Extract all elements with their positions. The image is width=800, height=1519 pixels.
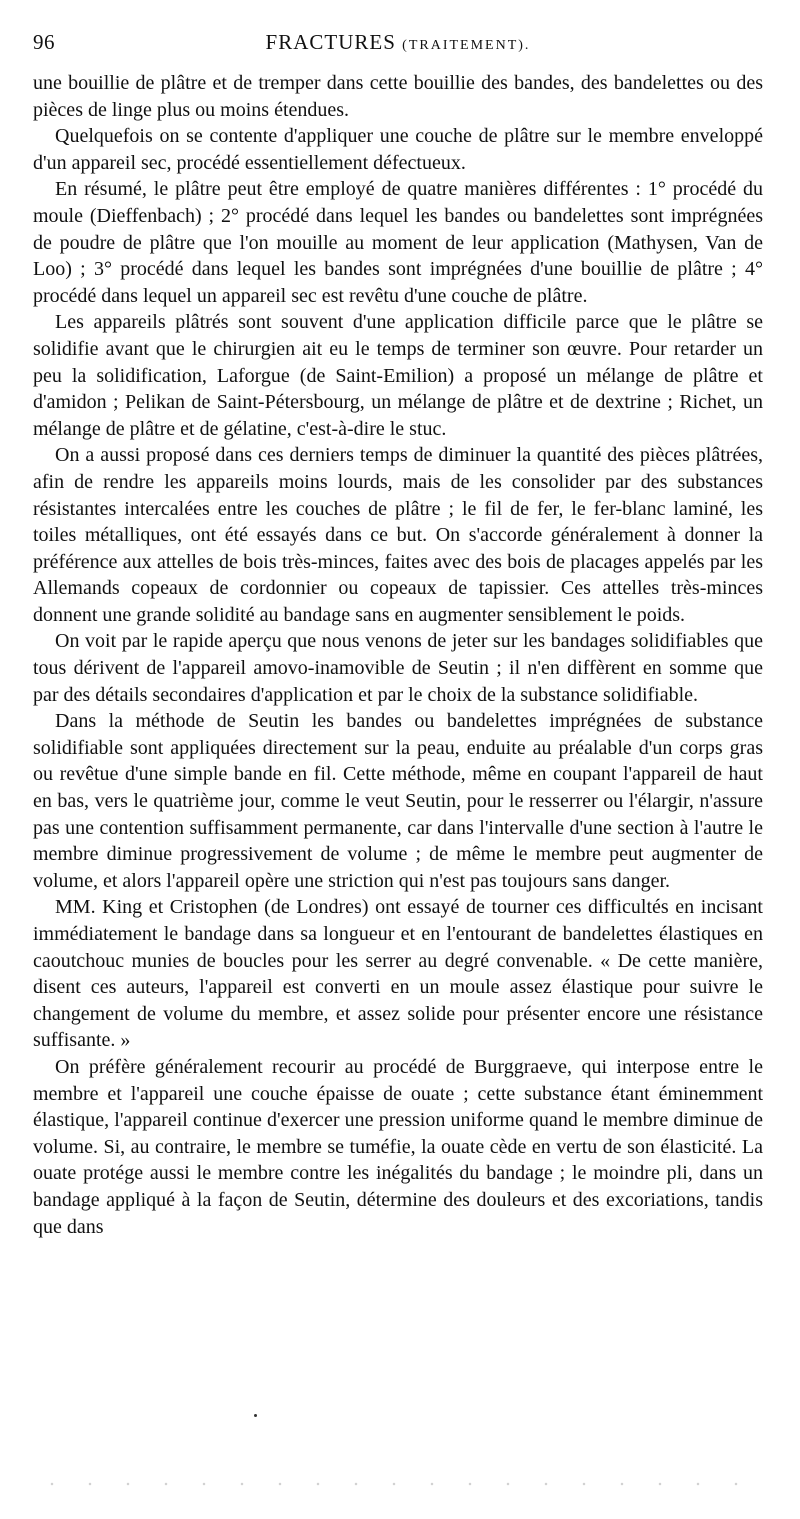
paragraph-1: une bouillie de plâtre et de tremper dans cette bouillie des bandes, des bandelettes ou des pièces de linge plus ou moins étendues. bbox=[33, 72, 763, 121]
page-header bbox=[33, 30, 763, 64]
paragraph-9: On préfère généralement recourir au procédé de Burggraeve, qui interpose entre le membre et l'appareil une couche épaisse de ouate ; cette substance étant éminemment élastique, l'appareil continue d'exercer une pression uniforme quand le membre diminue de volume. Si, au contraire, le membre se tuméfie, la ouate cède en vertu de son élasticité. La ouate protége aussi le membre contre les inégalités du bandage ; le moindre pli, dans un bandage appliqué à la façon de Seutin, détermine des douleurs et des excoriations, tandis que dans bbox=[33, 1055, 763, 1238]
paragraph-6: On voit par le rapide aperçu que nous venons de jeter sur les bandages solidifiables que tous dérivent de l'appareil amovo-inamovible de Seutin ; il n'en diffèrent en somme que par des détails secondaires d'application et par le choix de la substance solidifiable. bbox=[33, 630, 763, 706]
bottom-scan-specks bbox=[33, 1482, 763, 1486]
ink-speck bbox=[254, 1414, 257, 1417]
paragraph-2: Quelquefois on se contente d'appliquer une couche de plâtre sur le membre enveloppé d'un appareil sec, procédé essentiellement défectueux. bbox=[33, 125, 763, 174]
paragraph-8: MM. King et Cristophen (de Londres) ont essayé de tourner ces difficultés en incisant immédiatement le bandage dans sa longueur et en l'entourant de bandelettes élastiques en caoutchouc munies de boucles pour les serrer au degré convenable. « De cette manière, disent ces auteurs, l'appareil est converti en un moule assez élastique pour suivre le changement de volume du membre, et assez solide pour présenter encore une résistance suffisante. » bbox=[33, 896, 763, 1052]
running-title-main: FRACTURES bbox=[265, 30, 396, 54]
paragraph-4: Les appareils plâtrés sont souvent d'une application difficile parce que le plâtre se solidifie avant que le chirurgien ait eu le temps de terminer son œuvre. Pour retarder un peu la solidification, Laforgue (de Saint-Emilion) a proposé un mélange de plâtre et d'amidon ; Pelikan de Saint-Pétersbourg, un mélange de plâtre et de dextrine ; Richet, un mélange de plâtre et de gélatine, c'est-à-dire le stuc. bbox=[33, 311, 763, 440]
running-title bbox=[33, 30, 763, 55]
paragraph-3: En résumé, le plâtre peut être employé de quatre manières différentes : 1° procédé du moule (Dieffenbach) ; 2° procédé dans lequel les bandes ou bandelettes sont imprégnées de poudre de plâtre que l'on mouille au moment de leur application (Mathysen, Van de Loo) ; 3° procédé dans lequel les bandes sont imprégnées d'une bouillie de plâtre ; 4° procédé dans lequel un appareil sec est revêtu d'une couche de plâtre. bbox=[33, 178, 763, 307]
paragraph-7: Dans la méthode de Seutin les bandes ou bandelettes imprégnées de substance solidifiable sont appliquées directement sur la peau, enduite au préalable d'un corps gras ou revêtue d'une simple bande en fil. Cette méthode, même en coupant l'appareil de haut en bas, vers le quatrième jour, comme le veut Seutin, pour le resserrer ou l'élargir, n'assure pas une contention suffisamment permanente, car dans l'intervalle d'une section à l'autre le membre diminue progressivement de volume ; de même le membre peut augmenter de volume, et alors l'appareil opère une striction qui n'est pas toujours sans danger. bbox=[33, 710, 763, 892]
paragraph-5: On a aussi proposé dans ces derniers temps de diminuer la quantité des pièces plâtrées, afin de rendre les appareils moins lourds, mais de les consolider par des substances résistantes intercalées entre les couches de plâtre ; le fil de fer, le fer-blanc laminé, les toiles métalliques, ont été essayés dans ce but. On s'accorde généralement à donner la préférence aux attelles de bois très-minces, faites avec des bois de placages appelés par les Allemands copeaux de cordonnier ou copeaux de tapissier. Ces attelles très-minces donnent une grande solidité au bandage sans en augmenter sensiblement le poids. bbox=[33, 444, 763, 626]
running-title-sub: (TRAITEMENT). bbox=[402, 38, 531, 53]
page-number: 96 bbox=[33, 30, 55, 54]
body-text bbox=[33, 70, 763, 1240]
